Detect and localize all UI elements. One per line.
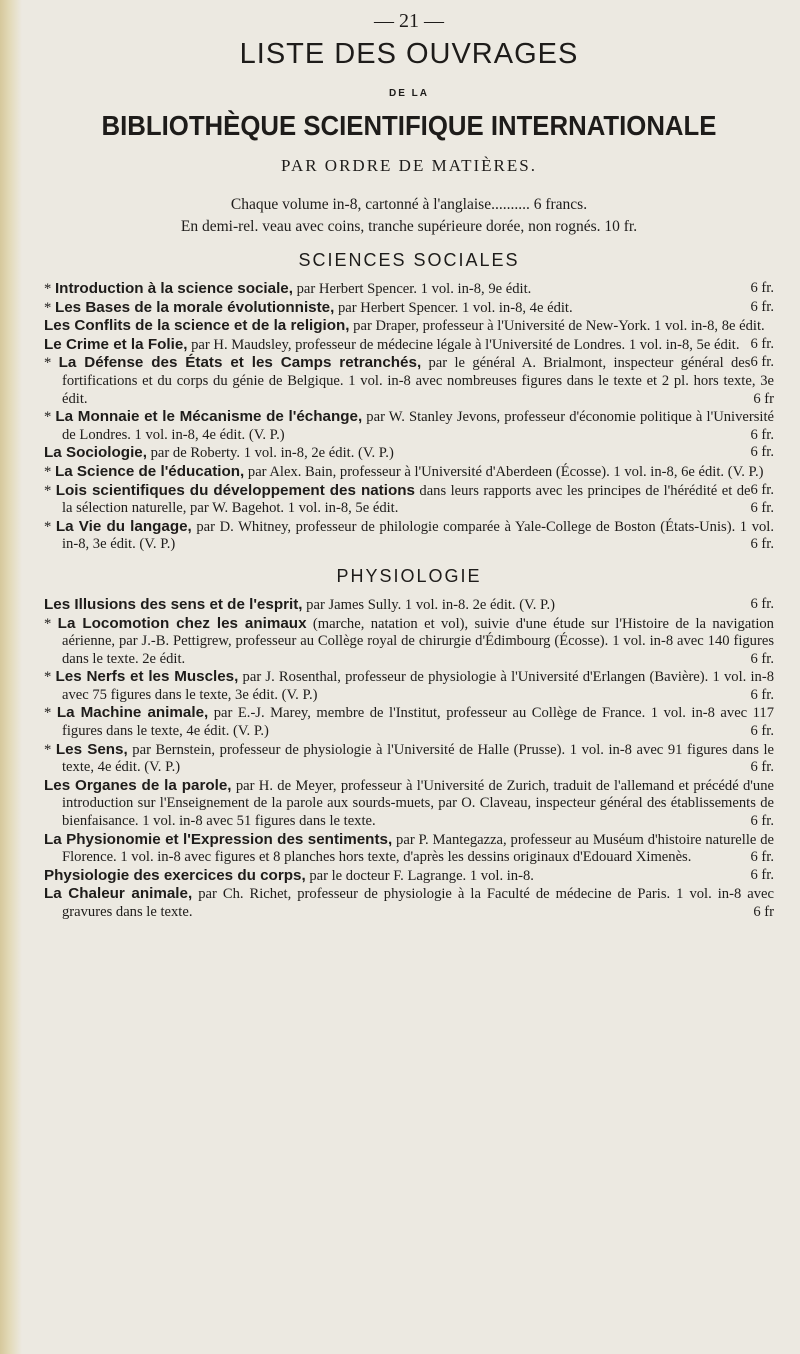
entry-price: 6 fr. [750, 723, 774, 740]
entry-star: * [44, 741, 56, 758]
catalog-entry [44, 444, 774, 463]
entry-text: par James Sully. 1 vol. in-8. 2e édit. (V. P.) [302, 596, 556, 613]
entry-price: 6 fr [753, 904, 774, 920]
entry-text: par P. Mantegazza, professeur au Muséum d'histoire naturelle de Florence. 1 vol. in-8 avec figures et 8 planches hors texte, d'après les dessins originaux d'Edouard Ximenès. [62, 831, 775, 866]
entry-title: Les Conflits de la science et de la religion, [44, 317, 350, 335]
heading-line-1: LISTE DES OUVRAGES [239, 38, 579, 70]
heading-line-3: BIBLIOTHÈQUE SCIENTIFIQUE INTERNATIONALE [101, 110, 717, 141]
catalog-entry [44, 482, 774, 518]
entry-title: Les Organes de la parole, [44, 776, 232, 794]
entry-text: par de Roberty. 1 vol. in-8, 2e édit. (V. P.) [146, 445, 394, 462]
entry-text: dans leurs rapports avec les principes de l'hérédité et de la sélection naturelle, par W. Bagehot. 1 vol. in-8, 5e édit. [62, 482, 751, 517]
entry-price: 6 fr. [750, 759, 774, 776]
entry-text: par H. de Meyer, professeur à l'Université de Zurich, traduit de l'allemand et précédé d'une introduction sur l'Enseignement de la parole aux sourds-muets, par O. Claveau, inspecteur général des établissements de bienfaisance. 1 vol. in-8 avec 51 figures dans le texte. [62, 777, 775, 830]
entry-title: Les Sens, [55, 740, 128, 758]
heading-line-4: PAR ORDRE DE MATIÈRES. [281, 156, 537, 175]
entry-price: 6 fr. [750, 335, 774, 352]
price-intro-line-2: En demi-rel. veau avec coins, tranche supérieure dorée, non rognés. 10 fr. [180, 218, 638, 235]
entry-title: La Monnaie et le Mécanisme de l'échange, [55, 408, 363, 426]
catalog-entry [44, 867, 774, 886]
entry-title: La Sociologie, [44, 444, 147, 462]
price-intro [44, 194, 774, 238]
entry-text: par Herbert Spencer. 1 vol. in-8, 9e édit. [292, 281, 532, 297]
entry-text: par Alex. Bain, professeur à l'Université d'Aberdeen (Écosse). 1 vol. in-8, 6e édit. (V. P.) [244, 463, 764, 480]
entry-price: 6 fr. [750, 866, 774, 883]
page-edge-shadow [0, 0, 22, 1354]
entry-price: 6 fr. [750, 536, 774, 553]
entry-star: * [44, 669, 56, 686]
entry-star: * [44, 299, 55, 316]
section-title: PHYSIOLOGIE [336, 565, 482, 586]
entry-title: La Chaleur animale, [44, 885, 193, 903]
entry-title: La Physionomie et l'Expression des sentiments, [44, 830, 393, 848]
page-number: — 21 — [374, 10, 444, 32]
catalog-entry [44, 741, 774, 777]
entry-star: * [44, 705, 57, 722]
entry-text: par le général A. Brialmont, inspecteur général des fortifications et du corps du génie de Belgique. 1 vol. in-8 avec nombreuses figures dans le texte et 2 pl. hors texte, 3e édit. [62, 355, 774, 407]
entry-star: * [44, 615, 58, 632]
entry-text: par W. Stanley Jevons, professeur d'économie politique à l'Université de Londres. 1 vol. in-8, 4e édit. (V. P.) [62, 409, 774, 443]
heading-line-2: DE LA [389, 88, 429, 99]
entry-star: * [44, 482, 56, 499]
entry-title: La Défense des États et les Camps retranchés, [58, 354, 422, 372]
price-intro-line-1: Chaque volume in-8, cartonné à l'anglaise.......... 6 francs. [230, 196, 588, 213]
catalog-entry [44, 518, 774, 554]
catalog-entry [44, 831, 774, 867]
document-page [44, 0, 774, 1354]
entry-title: La Machine animale, [56, 704, 209, 722]
entry-price: 6 fr. [750, 686, 774, 703]
catalog-entry [44, 408, 774, 444]
entry-text: par J. Rosenthal, professeur de physiologie à l'Université d'Erlangen (Bavière). 1 vol. in-8 avec 75 figures dans le texte, 3e édit. (V. P.) [62, 669, 774, 703]
entry-price: 6 fr [753, 390, 774, 407]
entry-title: La Vie du langage, [55, 517, 192, 535]
catalog-entry [44, 885, 774, 921]
entry-star: * [44, 409, 56, 426]
entry-title: Les Bases de la morale évolutionniste, [54, 298, 335, 316]
entry-title: Les Nerfs et les Muscles, [55, 668, 239, 686]
entry-price: 6 fr. [750, 500, 774, 517]
entry-star: * [44, 463, 55, 480]
section-title: SCIENCES SOCIALES [298, 250, 520, 270]
entry-price: 6 fr. [750, 354, 774, 371]
entry-price: 6 fr. [750, 813, 774, 830]
entry-text: par H. Maudsley, professeur de médecine légale à l'Université de Londres. 1 vol. in-8, 5e édit. [187, 336, 740, 353]
entry-title: Introduction à la science sociale, [54, 280, 293, 297]
entry-title: Physiologie des exercices du corps, [44, 866, 306, 884]
catalog-entry [44, 668, 774, 704]
catalog-entry [44, 299, 774, 318]
entry-star: * [44, 281, 55, 297]
entry-price: 6 fr. [750, 298, 774, 315]
entry-text: par D. Whitney, professeur de philologie comparée à Yale-College de Boston (États-Unis). 1 vol. in-8, 3e édit. (V. P.) [62, 518, 774, 553]
catalog-entry [44, 354, 774, 408]
entry-text: par le docteur F. Lagrange. 1 vol. in-8. [305, 867, 534, 884]
entry-title: Lois scientifiques du développement des nations [55, 481, 415, 499]
entry-price: 6 fr. [750, 426, 774, 443]
entry-price: 6 fr. [750, 650, 774, 667]
entry-price: 6 fr. [750, 595, 774, 612]
entry-text: par Draper, professeur à l'Université de New-York. 1 vol. in-8, 8e édit. [349, 318, 765, 335]
entry-star: * [44, 355, 59, 372]
catalog-entry [44, 280, 774, 299]
entry-star: * [44, 518, 56, 535]
entry-title: Le Crime et la Folie, [44, 335, 188, 353]
entry-text: par Bernstein, professeur de physiologie à l'Université de Halle (Prusse). 1 vol. in-8 avec 91 figures dans le texte, 4e édit. (V. P.) [62, 741, 774, 776]
catalog-sections [44, 250, 774, 922]
entry-price: 6 fr. [750, 481, 774, 498]
entry-price: 6 fr. [750, 444, 774, 461]
entry-title: La Science de l'éducation, [54, 462, 245, 480]
catalog-entry [44, 615, 774, 669]
entry-price: 6 fr. [750, 849, 774, 866]
catalog-entry [44, 704, 774, 740]
entry-text: par E.-J. Marey, membre de l'Institut, professeur au Collège de France. 1 vol. in-8 avec 117 figures dans le texte, 4e édit. (V. P.) [62, 705, 774, 740]
entry-title: Les Illusions des sens et de l'esprit, [44, 595, 303, 613]
entry-title: La Locomotion chez les animaux [57, 614, 307, 632]
entry-text: par Ch. Richet, professeur de physiologie à la Faculté de médecine de Paris. 1 vol. in-8 avec gravures dans le texte. [62, 886, 774, 920]
catalog-entry [44, 777, 774, 831]
entry-price: 6 fr. [750, 280, 774, 296]
catalog-entry [44, 596, 774, 615]
entry-text: par Herbert Spencer. 1 vol. in-8, 4e édit. [334, 299, 573, 316]
entry-text: (marche, natation et vol), suivie d'une étude sur l'Histoire de la navigation aérienne, par J.-B. Pettigrew, professeur au Collège royal de chirurgie d'Édimbourg (Écosse). 1 vol. in-8 avec 140 figures dans le texte. 2e édit. [62, 615, 774, 667]
